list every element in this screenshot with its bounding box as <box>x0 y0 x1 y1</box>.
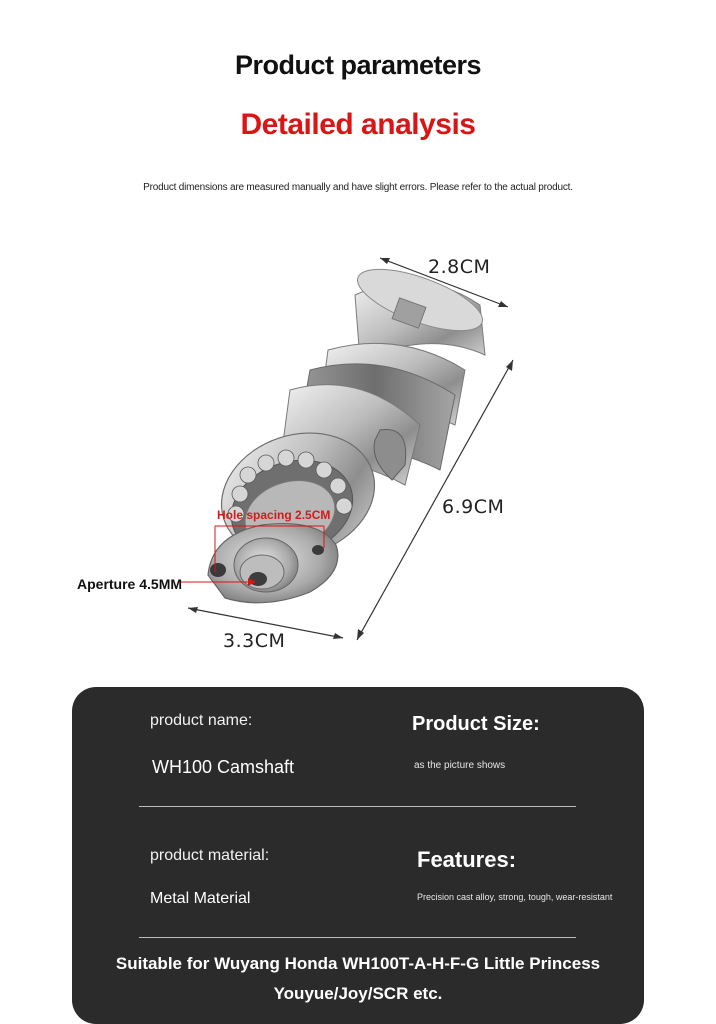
specifications-card <box>72 687 644 1024</box>
aperture-label: Aperture 4.5MM <box>77 576 183 592</box>
length-dimension-label: 6.9CM <box>442 496 505 518</box>
product-size-heading: Product Size: <box>412 713 540 735</box>
product-material-value: Metal Material <box>150 890 251 907</box>
product-name-label: product name: <box>150 712 253 729</box>
camshaft-illustration <box>0 220 716 680</box>
features-value: Precision cast alloy, strong, tough, wear-resistant <box>417 892 613 902</box>
bottom-dimension-label: 3.3CM <box>223 630 286 652</box>
features-heading: Features: <box>417 847 517 872</box>
compatibility-line-1: Suitable for Wuyang Honda WH100T-A-H-F-G Little Princess <box>115 954 601 973</box>
product-name-value: WH100 Camshaft <box>152 757 295 777</box>
page-title: Product parameters <box>234 50 482 80</box>
camshaft-body <box>205 257 489 603</box>
page-subtitle: Detailed analysis <box>240 108 476 141</box>
compatibility-line-2: Youyue/Joy/SCR etc. <box>273 984 443 1003</box>
width-dimension-label: 2.8CM <box>428 256 491 278</box>
divider <box>139 806 576 807</box>
product-material-label: product material: <box>150 847 270 864</box>
hole-spacing-label: Hole spacing 2.5CM <box>217 508 331 522</box>
measurement-note: Product dimensions are measured manually and have slight errors. Please refer to the actual product. <box>143 182 573 193</box>
product-size-value: as the picture shows <box>414 760 506 771</box>
compatibility-text <box>92 949 624 1009</box>
product-diagram <box>0 220 716 680</box>
divider <box>139 937 576 938</box>
